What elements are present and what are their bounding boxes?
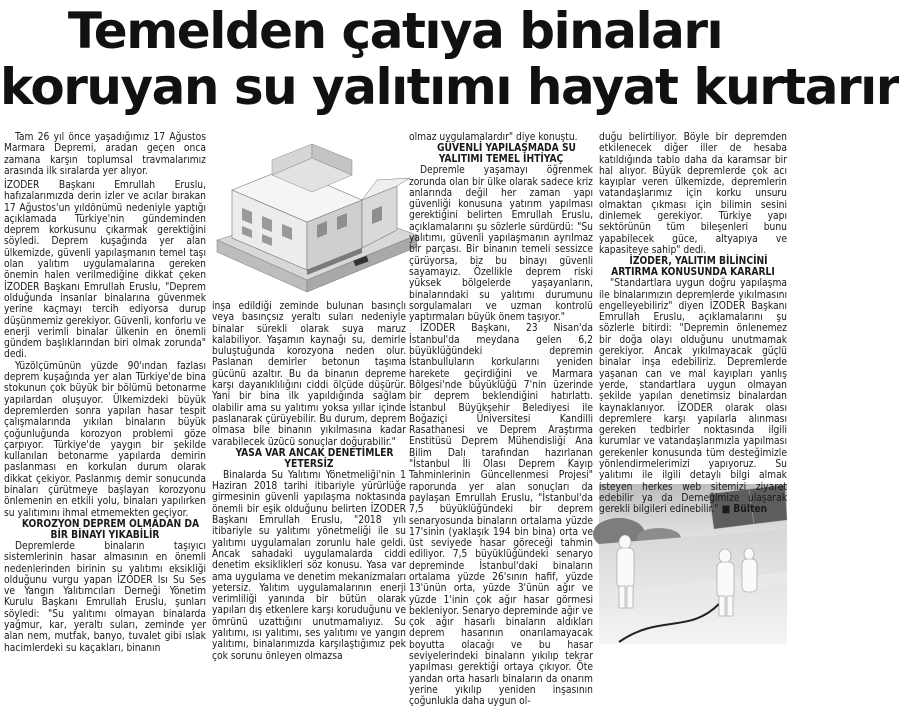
subheading: YASA VAR ANCAK DENETİMLER YETERSİZ	[235, 447, 394, 470]
paragraph: Binalarda Su Yalıtımı Yönetmeliği'nin 1 Haziran 2018 tarihi itibariyle yürürlüğe girmesinin güvenli yapılaşma noktasında önemli bir eşik olduğunu belirten İZODER Başkanı Emrullah Eruslu, "2018 yılı itibariyle su yalıtımı yönetmeliği ile su yalıtımı uygulamaları zorunlu hale geldi. Ancak sahadaki uygulamalarda ciddi denetim eksiklikleri söz konusu. Yasa var ama uygulama ve denetim mekanizmaları yetersiz. Yalıtım uygulamalarının enerji verimliliği yanında bir bütün olarak yapıları dış etkenlere karşı koruduğunu ve ömrünü uzattığını unutmamalıyız. Su yalıtımı, ısı yalıtımı, ses yalıtımı ve yangın yalıtımı, binalarımızda karşılaştığımız pek çok sorunu önleyen olmazsa	[212, 469, 406, 662]
building-illustration	[212, 130, 422, 298]
article-column-4	[599, 132, 787, 516]
paragraph: inşa edildiği zeminde bulunan basınçlı veya basınçsız yeraltı suları nedeniyle binalar sürekli olarak suya maruz kalabiliyor. Yaşamın kaynağı su, demirle buluştuğunda korozyona neden olur. Paslanan demirler betonun taşıma gücünü azaltır. Bu da binanın depreme karşı dayanıklılığını ciddi ölçüde düşürür. Yani bir bina ilk yapıldığında sağlam olabilir ama su yalıtımı yoksa yıllar içinde paslanarak çürüyebilir. Bu durum, deprem olmasa bile binanın yıkılmasına kadar varabilecek üzücü sonuçlar doğurabilir."	[212, 301, 406, 448]
article-column-2	[212, 301, 406, 662]
subheading: İZODER, YALITIM BİLİNCİNİ ARTIRMA KONUSUNDA KARARLI	[611, 256, 775, 279]
paragraph: Tam 26 yıl önce yaşadığımız 17 Ağustos Marmara Depremi, aradan geçen onca zamana karşın toplumsal travmalarımız arasında ilk sıralarda yer alıyor.	[4, 132, 206, 177]
paragraph: Yüzölçümünün yüzde 90'ından fazlası deprem kuşağında yer alan Türkiye'de bina stokunun çok büyük bir bölümü betonarme yapılardan oluşuyor. Ülkemizdeki büyük depremlerden sonra yapılan hasar tespit çalışmalarında yıkılan binaların büyük çoğunluğunda korozyon problemi göze çarpıyor. Türkiye'de yaygın bir şekilde kullanılan betonarme yapılarda demirin paslanması en korkulan durum olarak dikkat çekiyor. Paslanmış demir sonucunda binaları çürütmeye başlayan korozyonu önlemenin en etkili yolu, binaları yapılırken su yalıtımını ihmal etmemekten geçiyor.	[4, 360, 206, 519]
headline-line-2: koruyan su yalıtımı hayat kurtarır	[0, 58, 899, 116]
byline: ■ Bülten	[721, 504, 768, 516]
subheading: GÜVENLİ YAPILAŞMADA SU YALITIMI TEMEL İHTİYAÇ	[437, 143, 576, 166]
paragraph: Depremle yaşamayı öğrenmek zorunda olan bir ülke olarak sadece kriz anlarında değil her zaman yapı güvenliği konusuna yatırım yapılması gerektiğini belirten Emrullah Eruslu, açıklamalarını şu sözlerle sürdürdü: "Su yalıtımı, güvenli yapılaşmanın ayrılmaz bir parçası. Bir binanın temeli sessizce çürüyorsa, biz bu binayı güvenli sayamayız. Özellikle deprem riski yüksek bölgelerde yaşayanların, binalarındaki su yalıtımı durumunu sorgulamaları ve uzman kontrolü yaptırmaları büyük önem taşıyor."	[409, 165, 593, 324]
article-column-1-lower	[4, 180, 206, 654]
subheading: KOROZYON DEPREM OLMADAN DA BİR BİNAYI YIKABİLİR	[21, 518, 200, 541]
article-column-1	[4, 132, 206, 177]
paragraph: İZODER Başkanı Emrullah Eruslu, hafızalarımızda derin izler ve acılar bırakan 17 Ağustos'un yıldönümü nedeniyle yaptığı açıklamada Türkiye'nin gündeminden deprem korkusunu çıkarmak gerektiğini söyledi. Deprem kuşağında yer alan ülkemizde, güvenli yapılaşmanın temel taşı olan yalıtım uygulamalarına gereken önemin halen verilmediğine dikkat çeken İZODER Başkanı Emrullah Eruslu, "Deprem olduğunda insanlar binalarına güvenmek yerine kaçmayı tercih ediyorsa durup düşünmemiz gerekiyor. Güvenli, konforlu ve enerji verimli binalar ülkenin en önemli gündem başlıklarından biri olmak zorunda" dedi.	[4, 180, 206, 361]
paragraph: İZODER Başkanı, 23 Nisan'da İstanbul'da meydana gelen 6,2 büyüklüğündeki depremin İstanbulluların korkularını yeniden harekete geçirdiğini ve Marmara Bölgesi'nde büyüklüğü 7'nin üzerinde bir deprem beklendiğini hatırlattı. İstanbul Büyükşehir Belediyesi ile Boğaziçi Üniversitesi Kandilli Rasathanesi ve Deprem Araştırma Enstitüsü Deprem Mühendisliği Ana Bilim Dalı tarafından hazırlanan "İstanbul İli Olası Deprem Kayıp Tahminlerinin Güncellenmesi Projesi" raporunda yer alan sonuçları da paylaşan Emrullah Eruslu, "İstanbul'da 7,5 büyüklüğündeki bir deprem senaryosunda binaların ortalama yüzde 17'sinin (yaklaşık 194 bin bina) orta ve üst seviyede hasar göreceği tahmin ediliyor. 7,5 büyüklüğündeki senaryo depreminde İstanbul'daki binaların ortalama yüzde 26'sının hafif, yüzde 13'ünün orta, yüzde 3'ünün ağır ve yüzde 1'inin çok ağır hasar görmesi bekleniyor. Senaryo depreminde ağır ve çok ağır hasarlı binaların aldıkları deprem hasarının onarılamayacak boyutta olacağı ve bu hasar seviyelerindeki binaların yıkılıp tekrar yapılması gerektiği ortaya çıkıyor. Öte yandan orta hasarlı binaların da onarım yerine yıkılıp yeniden inşasının çoğunlukla daha uygun ol-	[409, 323, 593, 708]
article-column-3	[409, 132, 593, 708]
paragraph: Depremlerde binaların taşıyıcı sistemlerinin hasar almasının en önemli nedenlerinden birinin su yalıtımı eksikliği olduğunu vurgu yapan İZODER Isı Su Ses ve Yangın Yalıtımcıları Derneği Yönetim Kurulu Başkanı Emrullah Eruslu, şunları söyledi: "Su yalıtımı olmayan binalarda yağmur, kar, yeraltı suları, zeminde yer alan nem, mutfak, banyo, tuvalet gibi ıslak hacimlerdeki su kaçakları, binanın	[4, 540, 206, 654]
paragraph: "Standartlara uygun doğru yapılaşma ile binalarımızın depremlerde yıkılmasını engelleyebiliriz" diyen İZODER Başkanı Emrullah Eruslu, açıklamalarını şu sözlerle bitirdi: "Depremin önlenemez bir doğa olayı olduğunu unutmamak gerekiyor. Ancak yıkılmayacak güçlü binalar inşa edebiliriz. Depremlerde yaşanan can ve mal kayıpları yanlış yerde, standartlara uygun olmayan şekilde yapılan denetimsiz binalardan kaynaklanıyor. İZODER olarak olası depremlere karşı yapılarla alınması gereken tedbirler noktasında ilgili kurumlar ve vatandaşlarımızla yapılması gerekenler konusunda tüm desteğimizle yönlendirmelerimizi yapıyoruz. Su yalıtımı ile ilgili detaylı bilgi almak isteyen herkes web sitemizi ziyaret edebilir ya da Derneğimize ulaşarak gerekli bilgileri edinebilir." ■ Bülten	[599, 278, 787, 516]
paragraph: duğu belirtiliyor. Böyle bir depremden etkilenecek diğer iller de hesaba katıldığında tablo daha da karamsar bir hal alıyor. Büyük depremlerde çok acı kayıplar veren ülkemizde, depremlerin vatandaşlarımız için korku unsuru olmaktan çıkması için bilimin sesini dinlemek gerekiyor. Türkiye yapı sektörünün tüm bileşenleri bunu yapabilecek güce, altyapıya ve kapasiteye sahip" dedi.	[599, 132, 787, 256]
headline-line-1: Temelden çatıya binaları	[67, 2, 723, 60]
paragraph: olmaz uygulamalardır" diye konuştu.	[409, 132, 578, 143]
